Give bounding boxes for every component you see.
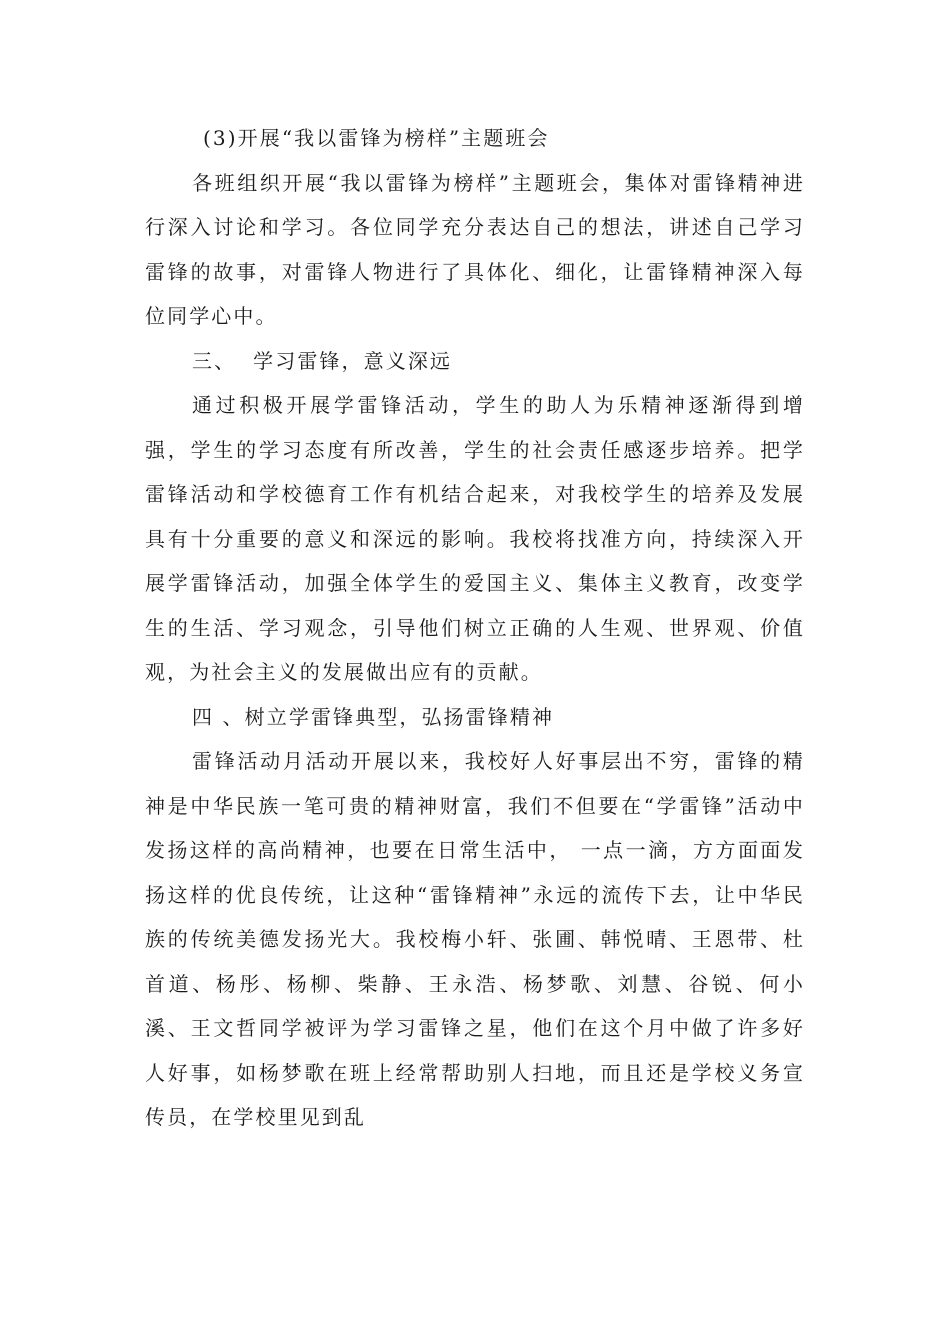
section-heading-role-models: 四 、树立学雷锋典型，弘扬雷锋精神 xyxy=(192,704,555,729)
paragraph-class-meeting: 各班组织开展“我以雷锋为榜样”主题班会，集体对雷锋精神进行深入讨论和学习。各位同学充分表达自己的想法，讲述自己学习雷锋的故事，对雷锋人物进行了具体化、细化，让雷锋精神深入每位同学心中。 xyxy=(145,170,805,328)
paragraph-role-models: 雷锋活动月活动开展以来，我校好人好事层出不穷，雷锋的精神是中华民族一笔可贵的精神财富，我们不但要在“学雷锋”活动中发扬这样的高尚精神，也要在日常生活中， 一点一滴，方方面面发扬这样的优良传统，让这种“雷锋精神”永远的流传下去，让中华民族的传统美德发扬光大。我校梅小轩、张圃、韩悦晴、王恩带、杜首道、杨彤、杨柳、柴静、王永浩、杨梦歌、刘慧、谷锐、何小溪、王文哲同学被评为学习雷锋之星，他们在这个月中做了许多好人好事，如杨梦歌在班上经常帮助别人扫地，而且还是学校义务宣传员，在学校里见到乱 xyxy=(145,749,805,1129)
section-heading-significance: 三、 学习雷锋，意义深远 xyxy=(192,348,453,373)
document-page xyxy=(145,116,805,1140)
paragraph-significance: 通过积极开展学雷锋活动，学生的助人为乐精神逐渐得到增强，学生的学习态度有所改善，学生的社会责任感逐步培养。把学雷锋活动和学校德育工作有机结合起来，对我校学生的培养及发展具有十分重要的意义和深远的影响。我校将找准方向，持续深入开展学雷锋活动，加强全体学生的爱国主义、集体主义教育，改变学生的生活、学习观念，引导他们树立正确的人生观、世界观、价值观，为社会主义的发展做出应有的贡献。 xyxy=(145,393,805,684)
section-heading-class-meeting: (3)开展“我以雷锋为榜样”主题班会 xyxy=(203,126,550,150)
